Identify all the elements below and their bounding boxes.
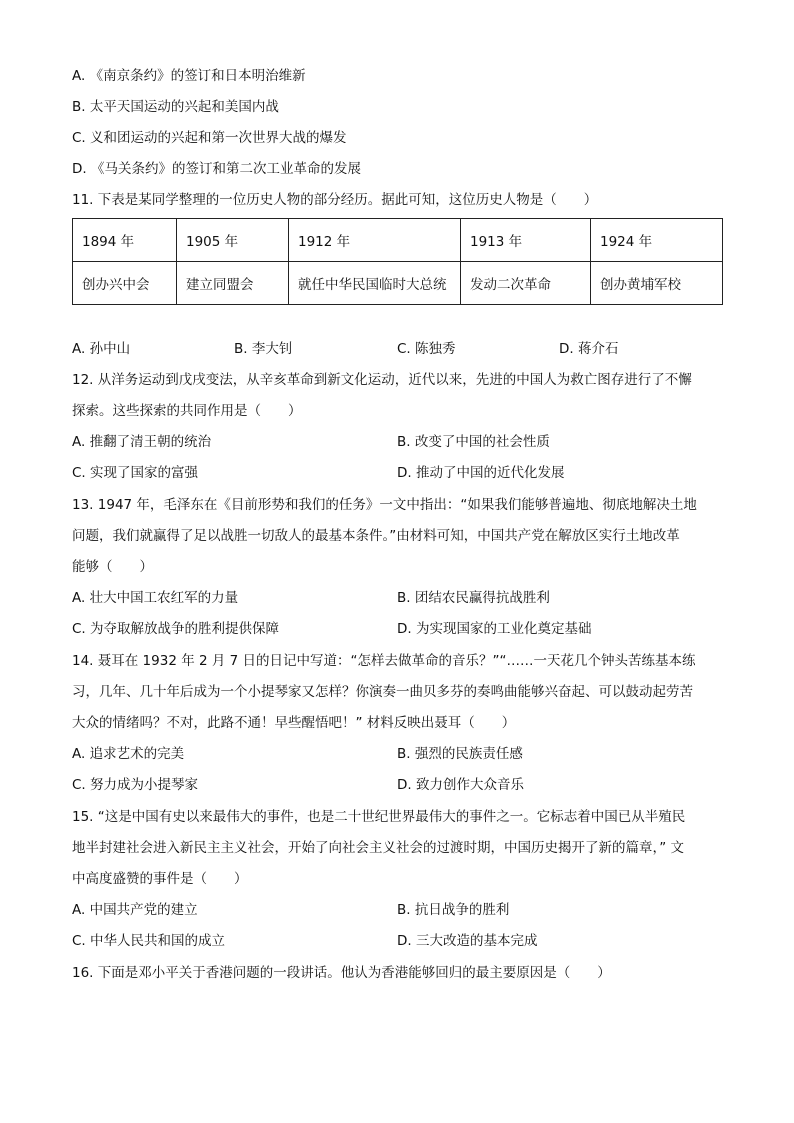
table-cell-event: 建立同盟会 [177, 262, 289, 305]
q11-stem: 11. 下表是某同学整理的一位历史人物的部分经历。据此可知，这位历史人物是（ ） [72, 192, 598, 208]
q13-option-c: C. 为夺取解放战争的胜利提供保障 [72, 621, 280, 637]
q13-option-a: A. 壮大中国工农红军的力量 [72, 590, 239, 606]
q10-option-d: D. 《马关条约》的签订和第二次工业革命的发展 [72, 161, 361, 177]
q10-option-c: C. 义和团运动的兴起和第一次世界大战的爆发 [72, 130, 347, 146]
q12-options-row-2 [72, 463, 722, 483]
q14-options-row-2 [72, 775, 722, 795]
table-cell-event: 创办兴中会 [73, 262, 177, 305]
table-row-events [73, 262, 723, 305]
q11-option-d: D. 蒋介石 [559, 341, 619, 357]
q15-option-c: C. 中华人民共和国的成立 [72, 933, 226, 949]
table-cell-year: 1913 年 [461, 219, 591, 262]
q14-stem-line-3: 大众的情绪吗？不对，此路不通！早些醒悟吧！” 材料反映出聂耳（ ） [72, 715, 516, 731]
q12-option-a: A. 推翻了清王朝的统治 [72, 434, 212, 450]
table-cell-year: 1894 年 [73, 219, 177, 262]
q11-option-c: C. 陈独秀 [397, 341, 456, 357]
q10-option-a: A. 《南京条约》的签订和日本明治维新 [72, 68, 306, 84]
q14-option-b: B. 强烈的民族责任感 [397, 746, 523, 762]
q12-stem-line-2: 探索。这些探索的共同作用是（ ） [72, 403, 302, 419]
q11-option-b: B. 李大钊 [234, 341, 293, 357]
q14-stem-line-2: 习，几年、几十年后成为一个小提琴家又怎样？你演奏一曲贝多芬的奏鸣曲能够兴奋起、可以鼓动起劳苦 [72, 684, 693, 700]
table-cell-event: 就任中华民国临时大总统 [289, 262, 461, 305]
q14-option-a: A. 追求艺术的完美 [72, 746, 185, 762]
table-cell-year: 1905 年 [177, 219, 289, 262]
table-cell-event: 发动二次革命 [461, 262, 591, 305]
q13-options-row-1 [72, 588, 722, 608]
q12-options-row-1 [72, 432, 722, 452]
q15-stem-line-3: 中高度盛赞的事件是（ ） [72, 871, 248, 887]
q15-options-row-2 [72, 931, 722, 951]
q13-stem-line-3: 能够（ ） [72, 559, 153, 575]
q10-option-b: B. 太平天国运动的兴起和美国内战 [72, 99, 279, 115]
q15-stem-line-2: 地半封建社会进入新民主主义社会，开始了向社会主义社会的过渡时期，中国历史揭开了新的篇章，” 文 [72, 840, 685, 856]
q11-options [72, 339, 722, 359]
q16-stem: 16. 下面是邓小平关于香港问题的一段讲话。他认为香港能够回归的最主要原因是（ ） [72, 965, 611, 981]
q12-option-d: D. 推动了中国的近代化发展 [397, 465, 565, 481]
q13-options-row-2 [72, 619, 722, 639]
q14-options-row-1 [72, 744, 722, 764]
table-row-years [73, 219, 723, 262]
q13-option-b: B. 团结农民赢得抗战胜利 [397, 590, 550, 606]
q13-stem-line-1: 13. 1947 年，毛泽东在《目前形势和我们的任务》一文中指出：“如果我们能够普遍地、彻底地解决土地 [72, 497, 697, 513]
q14-option-d: D. 致力创作大众音乐 [397, 777, 524, 793]
q15-stem-line-1: 15. “这是中国有史以来最伟大的事件，也是二十世纪世界最伟大的事件之一。它标志着中国已从半殖民 [72, 809, 686, 825]
q12-option-b: B. 改变了中国的社会性质 [397, 434, 550, 450]
q15-option-a: A. 中国共产党的建立 [72, 902, 198, 918]
q14-option-c: C. 努力成为小提琴家 [72, 777, 199, 793]
q15-options-row-1 [72, 900, 722, 920]
q15-option-d: D. 三大改造的基本完成 [397, 933, 538, 949]
table-cell-year: 1912 年 [289, 219, 461, 262]
q15-option-b: B. 抗日战争的胜利 [397, 902, 510, 918]
q12-stem-line-1: 12. 从洋务运动到戊戌变法，从辛亥革命到新文化运动，近代以来，先进的中国人为救亡图存进行了不懈 [72, 372, 692, 388]
q12-option-c: C. 实现了国家的富强 [72, 465, 199, 481]
table-cell-year: 1924 年 [591, 219, 723, 262]
q13-option-d: D. 为实现国家的工业化奠定基础 [397, 621, 592, 637]
q13-stem-line-2: 问题，我们就赢得了足以战胜一切敌人的最基本条件。”由材料可知，中国共产党在解放区实行土地改革 [72, 528, 680, 544]
q11-option-a: A. 孙中山 [72, 341, 131, 357]
history-timeline-table [72, 218, 723, 305]
q14-stem-line-1: 14. 聂耳在 1932 年 2 月 7 日的日记中写道：“怎样去做革命的音乐？”“……一天花几个钟头苦练基本练 [72, 653, 696, 669]
table-cell-event: 创办黄埔军校 [591, 262, 723, 305]
